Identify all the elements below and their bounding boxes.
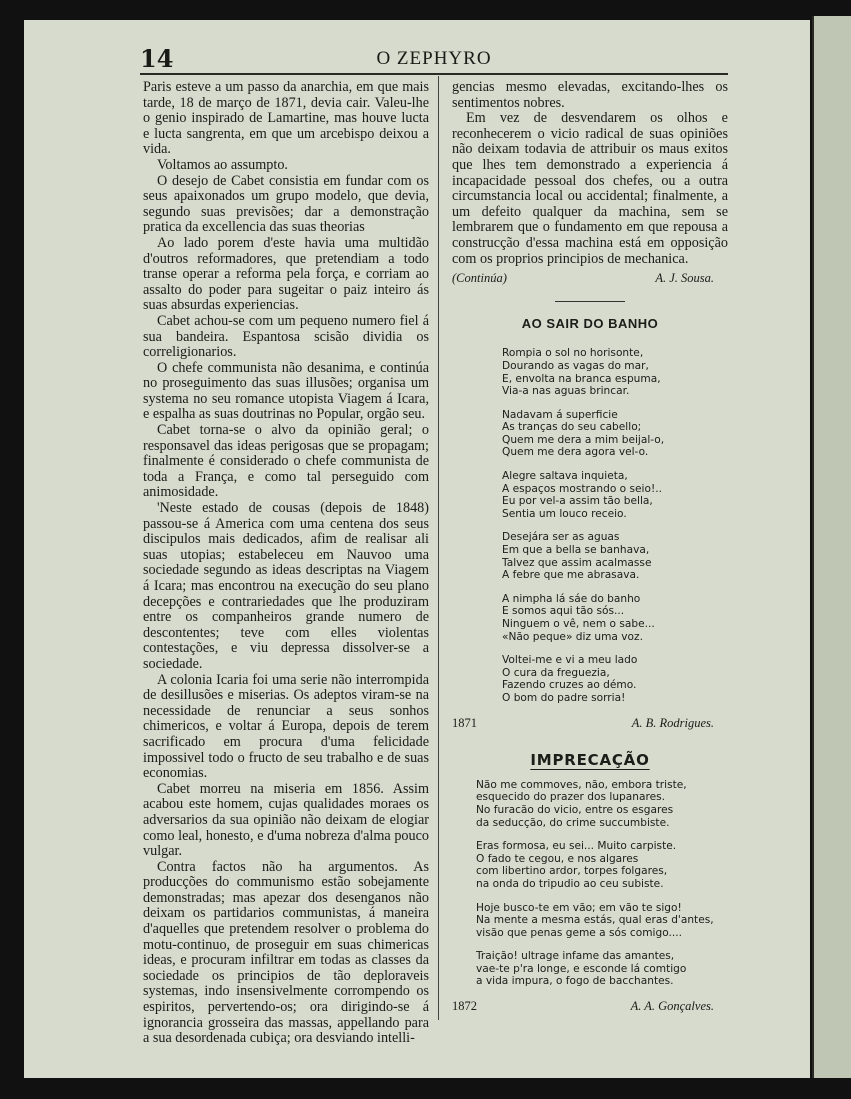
verse-line: Desejára ser as aguas xyxy=(502,531,620,544)
verse-line: Voltei-me e vi a meu lado xyxy=(502,654,638,667)
poem-title: IMPRECAÇÃO xyxy=(530,751,650,770)
verse-line: com libertino ardor, torpes folgares, xyxy=(476,865,668,878)
verse-line: Talvez que assim acalmasse xyxy=(502,556,652,569)
page-header xyxy=(140,44,728,72)
poem-author: A. B. Rodrigues. xyxy=(631,715,714,730)
verse-line: Quem me dera agora vel-o. xyxy=(502,446,649,459)
facing-page-edge xyxy=(812,16,851,1078)
verse-line: vae-te p'ra longe, e esconde lá comtigo xyxy=(476,962,687,975)
verse-line: Fazendo cruzes ao démo. xyxy=(502,679,637,692)
verse-line: Em que a bella se banhava, xyxy=(502,544,650,557)
verse-line: As tranças do seu cabello; xyxy=(502,421,642,434)
verse-line: No furacão do vicio, entre os esgares xyxy=(476,803,674,816)
poem-stanza xyxy=(476,950,728,988)
paragraph: Voltamos ao assumpto. xyxy=(157,156,288,173)
article-signature xyxy=(452,271,728,287)
header-rule xyxy=(140,73,728,75)
poem-stanza xyxy=(502,470,728,520)
verse-line: O bom do padre sorria! xyxy=(502,691,626,704)
paragraph: Cabet torna-se o alvo da opinião geral; o responsavel das ideas perigosas que se propagam; finalmente é considerado o chefe communista de toda a França, e como tal perseguido com animosidade. xyxy=(143,422,429,501)
poem-stanza xyxy=(502,531,728,581)
poem-title: AO SAIR DO BANHO xyxy=(521,315,659,331)
poem-dateline xyxy=(452,716,728,732)
poem-stanza xyxy=(476,779,728,829)
poem-stanza xyxy=(502,593,728,643)
verse-line: Via-a nas aguas brincar. xyxy=(502,385,630,398)
verse-line: Traição! ultrage infame das amantes, xyxy=(476,950,675,963)
verse-line: «Não peque» diz uma voz. xyxy=(502,630,643,643)
verse-line: O cura da freguezia, xyxy=(502,666,610,679)
column-divider xyxy=(438,76,439,1020)
verse-line: da seducção, do crime succumbiste. xyxy=(476,816,670,829)
paragraph: Cabet morreu na miseria em 1856. Assim acabou este homem, cujas qualidades moraes os adversarios da sua opinião não deixam de elogiar como leal, honesto, e d'uma nobreza d'alma pouco vulgar. xyxy=(143,780,429,860)
verse-line: Hoje busco-te em vão; em vão te sigo! xyxy=(476,901,682,914)
verse-line: Nadavam á superficie xyxy=(502,408,618,421)
paragraph: O chefe communista não desanima, e continúa no proseguimento das suas illusões; organisa um systema no seu romance utopista Viagem á Icara, e espalha as suas doutrinas no Popular, orgão seu. xyxy=(143,359,429,423)
poem-stanza xyxy=(502,347,728,397)
poem-year: 1871 xyxy=(452,715,477,730)
verse-line: Rompia o sol no horisonte, xyxy=(502,347,644,360)
poem-body xyxy=(476,779,728,988)
verse-line: Eu por vel-a assim tão bella, xyxy=(502,495,653,508)
paragraph: Ao lado porem d'este havia uma multidão d'outros reformadores, que pretendiam a todo transe operar a reforma pela força, e corriam ao assalto do poder para sugeitar o paiz inteiro ás suas absurdas experiencias. xyxy=(143,234,429,314)
paragraph: Em vez de desvendarem os olhos e reconhecerem o vicio radical de suas opiniões não deixam todavia de attribuir os maus exitos que lhes tem demonstrado a experiencia á incapacidade pessoal dos chefes, ou a outra circumstancia local ou accidental; finalmente, a um defeito qualquer da machina, sem se lembrarem que o fundamento em que repousa a construcção d'essa machina está em opposição com os proprios principios de mechanica. xyxy=(452,110,728,267)
verse-line: Dourando as vagas do mar, xyxy=(502,359,649,372)
verse-line: Não me commoves, não, embora triste, xyxy=(476,778,687,791)
verse-line: E, envolta na branca espuma, xyxy=(502,372,661,385)
verse-line: visão que penas geme a sós comigo.... xyxy=(476,926,682,939)
poem-year: 1872 xyxy=(452,999,477,1014)
poem-stanza xyxy=(502,654,728,704)
verse-line: Sentia um louco receio. xyxy=(502,507,627,520)
verse-line: A nimpha lá sáe do banho xyxy=(502,592,641,605)
poem-stanza xyxy=(502,409,728,459)
verse-line: esquecido do prazer dos lupanares. xyxy=(476,791,665,804)
verse-line: Na mente a mesma estás, qual eras d'antes, xyxy=(476,914,714,927)
verse-line: E somos aqui tão sós... xyxy=(502,605,625,618)
article-author: A. J. Sousa. xyxy=(655,271,714,286)
verse-line: A espaços mostrando o seio!.. xyxy=(502,482,662,495)
poem-stanza xyxy=(476,840,728,890)
paragraph: 'Neste estado de cousas (depois de 1848) passou-se á America com uma centena dos seus discipulos mais dedicados, afim de realisar ali suas utopias; estabeleceu em Nauvoo uma sociedade segundo as ideas descriptas na Viagem á Icara; mas encontrou na execução do seu plano decepções e contrariedades que lhe produziram entre os companheiros grande numero de descontentes; teve com elles violentas contestações, e viu depressa dissolver-se a sociedade. xyxy=(143,500,429,672)
verse-line: Eras formosa, eu sei... Muito carpiste. xyxy=(476,840,677,853)
verse-line: na onda do tripudio ao ceu subiste. xyxy=(476,877,664,890)
poem-stanza xyxy=(476,902,728,940)
left-column xyxy=(143,80,429,1047)
paragraph: Contra factos não ha argumentos. As producções do communismo estão sobejamente demonstradas; mas apezar dos desenganos não deixam os partidarios communistas, á maneira d'aquelles que pretendem resolver o problema do motu-continuo, de proseguir em suas chimericas ideas, e procuram infiltrar em todas as classes da sociedade os principios de tão deploraveis systemas, indo insensivelmente corrompendo os espiritos, pervertendo-os; ora dirigindo-se á ignorancia grosseira das massas, appellando para a sua desordenada cubiça; ora desviando intelli- xyxy=(143,858,429,1047)
paragraph: O desejo de Cabet consistia em fundar com os seus apaixonados um grupo modelo, que devia, segundo suas previsões; dar a demonstração pratica da excellencia das suas theorias xyxy=(143,172,429,236)
section-divider xyxy=(555,301,625,302)
poem-author: A. A. Gonçalves. xyxy=(630,999,714,1014)
poem-body xyxy=(502,347,728,704)
verse-line: A febre que me abrasava. xyxy=(502,569,640,582)
verse-line: O fado te cegou, e nos algares xyxy=(476,852,639,865)
paragraph: Paris esteve a um passo da anarchia, em que mais tarde, 18 de março de 1871, devia cair. Valeu-lhe o genio inspirado de Lamartine, mas houve lucta e lucta sangrenta, em que um arcebispo deixou a vida. xyxy=(143,79,429,158)
page-number: 14 xyxy=(140,44,174,73)
verse-line: a vida impura, o fogo de bacchantes. xyxy=(476,975,674,988)
right-column xyxy=(452,80,728,1015)
publication-title: O ZEPHYRO xyxy=(376,48,492,69)
verse-line: Alegre saltava inquieta, xyxy=(502,470,628,483)
paragraph: Cabet achou-se com um pequeno numero fiel á sua bandeira. Espantosa scisão dividia os correligionarios. xyxy=(143,312,429,361)
continua-note: (Continúa) xyxy=(452,271,507,286)
paragraph: A colonia Icaria foi uma serie não interrompida de desillusões e miserias. Os adeptos viram-se na necessidade de renunciar a seus sonhos chimericos, e voltar á Europa, depois de terem sacrificado em procura d'uma felicidade impossivel todo o fructo de seu trabalho e de suas economias. xyxy=(143,671,429,782)
verse-line: Ninguem o vê, nem o sabe... xyxy=(502,618,655,630)
paragraph: gencias mesmo elevadas, excitando-lhes os sentimentos nobres. xyxy=(452,79,728,111)
verse-line: Quem me dera a mim beijal-o, xyxy=(502,433,665,446)
poem-dateline xyxy=(452,999,728,1015)
